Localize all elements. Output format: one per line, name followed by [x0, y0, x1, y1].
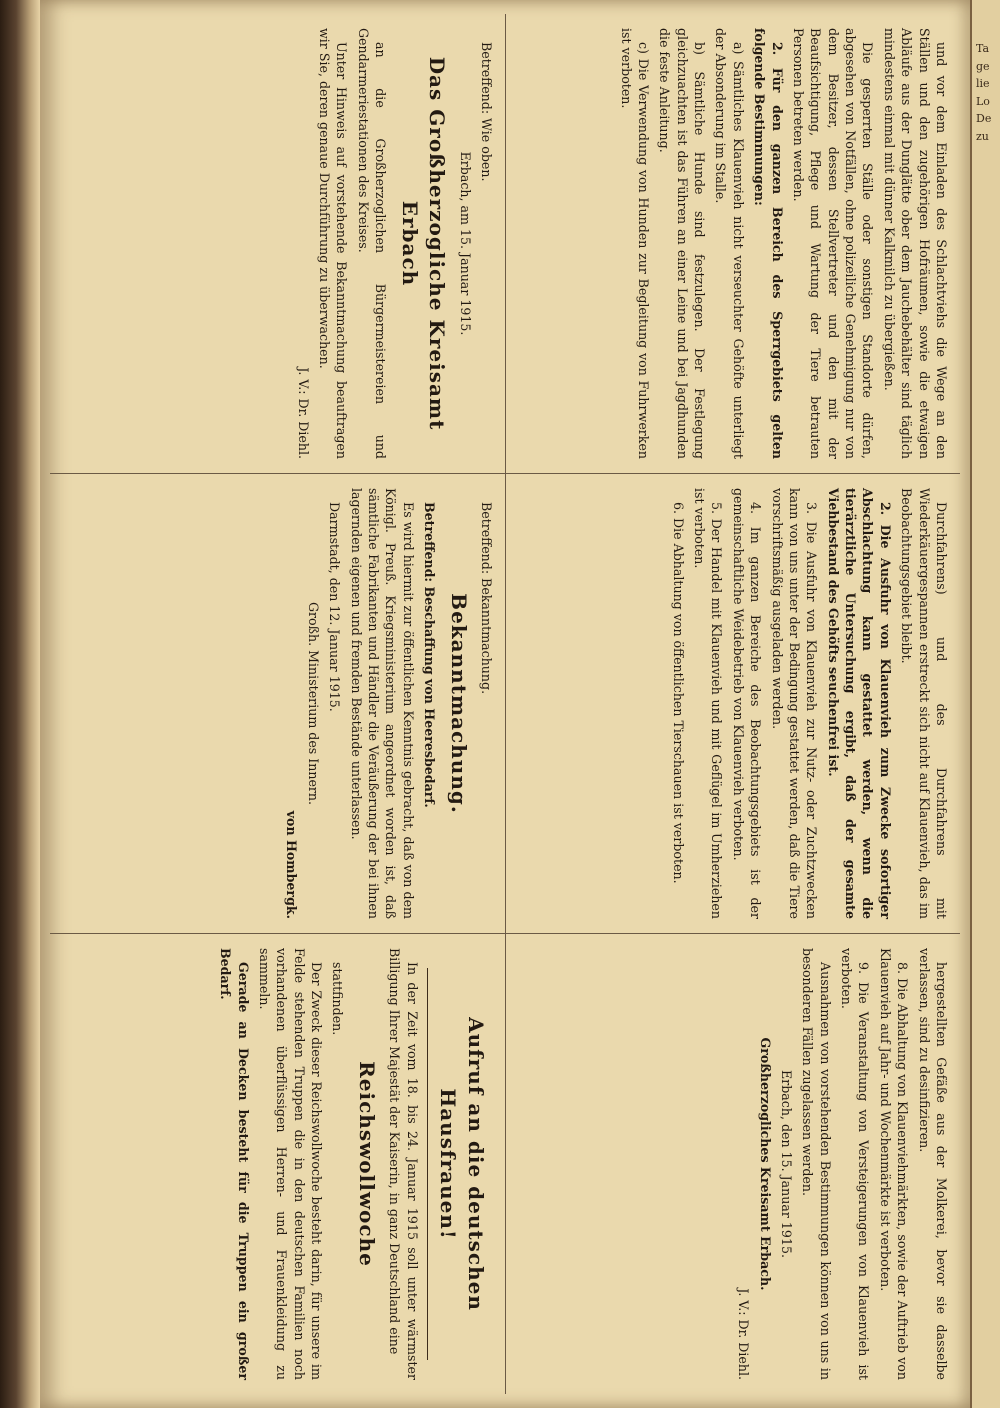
column-4 — [50, 14, 505, 474]
column-6 — [50, 934, 505, 1394]
newspaper-page — [40, 0, 970, 1408]
col1-text: 2. Für den ganzen Bereich des Sperrgebiets gelten folgende Bestimmungen: — [752, 28, 785, 459]
col4-text: Betreffend: Wie oben. — [479, 42, 494, 182]
col6-text: Der Zweck dieser Reichswollwoche besteht darin, für unsere im Felde stehenden Truppen die in den deutschen Familien noch vorhandenen überflüssigen Herren- und Frauenkleidung zu sammeln. — [256, 948, 325, 1380]
col4-signature: J. V.: Dr. Diehl. — [295, 367, 311, 459]
adjacent-page-fragments — [976, 40, 998, 146]
fragment: Lo — [976, 94, 990, 108]
book-edge — [0, 0, 40, 1408]
fragment: zu — [976, 129, 989, 143]
col1-text: a) Sämtliches Klauenvieh nicht verseuchter Gehöfte unterliegt der Absonderung im Stalle. — [713, 28, 746, 459]
col3-place-date: Erbach, den 15. Januar 1915. — [779, 1070, 794, 1258]
column-3 — [505, 934, 960, 1394]
col6-text: stattfinden. — [330, 962, 346, 1036]
col4-text: an die Großherzoglichen Bürgermeistereien und Gendarmeriestationen des Kreises. — [355, 28, 389, 459]
col2-text: 5. Der Handel mit Klauenvieh und mit Geflügel im Umherziehen ist verboten. — [692, 488, 725, 919]
col5-signature: von Hombergk. — [284, 810, 300, 919]
column-1 — [505, 14, 960, 474]
col1-text: und vor dem Einladen des Schlachtviehs die Wege an den Ställen und den zugehörigen Hofräumen, sowie die etwaigen Abläufe aus der Dunglätte ober dem Jauchebehälter sind täglich mindestens einmal mit dünner Kalkmilch zu übergießen. — [881, 28, 949, 459]
fragment: De — [976, 112, 992, 126]
col5-office: Großh. Ministerium des Innern. — [305, 601, 321, 806]
col5-heading: Bekanntmachung. — [446, 593, 471, 814]
col4-heading: Das Großherzogliche Kreisamt Erbach — [397, 56, 450, 431]
col3-text: Ausnahmen von vorstehenden Bestimmungen können von uns in besonderen Fällen zugelassen werden. — [800, 948, 833, 1380]
col1-text: Die gesperrten Ställe oder sonstigen Standorte dürfen, abgesehen von Notfällen, ohne polizeiliche Genehmigung nur von dem Besitzer, dessen Stellvertreter und den mit der Beaufsichtigung, Pflege und Wartung der Tiere betrauten Personen betreten werden. — [791, 28, 876, 459]
divider — [427, 968, 428, 1360]
col3-text: 8. Die Abhaltung von Klauenviehmärkten, sowie der Auftrieb von Klauenvieh auf Jahr- und Wochenmärkte ist verboten. — [877, 948, 911, 1380]
col2-text: 4. Im ganzen Bereiche des Beobachtungsgebiets ist der gemeinschaftliche Weidebetrieb von Klauenvieh verboten. — [730, 488, 764, 919]
col3-office: Großherzogliches Kreisamt Erbach. — [757, 1037, 773, 1291]
col5-text: Betreffend: Bekanntmachung. — [479, 502, 494, 695]
col6-heading: Aufruf an die deutschen Hausfrauen! — [436, 1017, 488, 1311]
rotated-content — [50, 14, 960, 1394]
col3-signature: J. V.: Dr. Diehl. — [736, 1288, 752, 1380]
col4-date: Erbach, am 15. Januar 1915. — [457, 151, 473, 336]
col2-text: 6. Die Abhaltung von öffentlichen Tierschauen ist verboten. — [670, 502, 686, 884]
col1-text: b) Sämtliche Hunde sind festzulegen. Der Festlegung gleichzuachten ist das Führen an einer Leine und bei Jagdhunden die feste Anleitung. — [657, 28, 708, 459]
fragment: Ta — [976, 42, 990, 55]
col4-text: Unter Hinweis auf vorstehende Bekanntmachung beauftragen wir Sie, deren genaue Durchführung zu überwachen. — [316, 28, 350, 459]
col6-text: In der Zeit vom 18. bis 24. Januar 1915 soll unter wärmster Billigung Ihrer Majestät der Kaiserin, in ganz Deutschland eine — [387, 948, 420, 1380]
col3-text: 9. Die Veranstaltung von Versteigerungen von Klauenvieh ist verboten. — [839, 948, 872, 1380]
column-grid — [50, 14, 960, 1394]
col2-text: 3. Die Ausfuhr von Klauenvieh zur Nutz- oder Zuchtzwecken kann von uns unter der Bedingung gestattet werden, daß die Tiere vorschriftsmäßig ausgeladen werden. — [769, 488, 820, 919]
col3-text: hergestellten Gefäße aus der Molkerei, bevor sie dasselbe verlassen, sind zu desinfizieren. — [916, 948, 949, 1380]
fragment: ge — [976, 59, 990, 73]
col5-date: Darmstadt, den 12. Januar 1915. — [327, 502, 343, 712]
column-2 — [505, 474, 960, 934]
col5-text: Es wird hiermit zur öffentlichen Kenntnis gebracht, daß von dem Königl. Preuß. Kriegsministerium angeordnet worden ist, daß sämtliche Fabrikanten und Händler die Veräußerung der bei ihnen lagernden eigenen und fremden Bestände unterlassen. — [348, 488, 416, 919]
col2-text: Durchfahrens) und des Durchfahrens mit Wiederkäuergespannen erstreckt sich nicht auf Klauenvieh, das im Beobachtungsgebiet bleibt. — [899, 488, 949, 919]
fragment: lie — [976, 77, 990, 91]
adjacent-page-edge — [970, 0, 1000, 1408]
column-5 — [50, 474, 505, 934]
col6-text: Gerade an Decken besteht für die Truppen ein großer Bedarf. — [218, 948, 251, 1380]
col2-text: 2. Die Ausfuhr von Klauenvieh zum Zwecke sofortiger Abschlachtung kann gestattet werden, wenn die tierärztliche Untersuchung ergibt, daß der gesamte Viehbestand des Gehöfts seuchenfrei ist. — [825, 488, 893, 919]
col6-subheading: Reichswollwoche — [355, 1061, 380, 1267]
col1-text: c) Die Verwendung von Hunden zur Begleitung von Fuhrwerken ist verboten. — [618, 28, 651, 459]
col5-text: Betreffend: Beschaffung von Heeresbedarf. — [422, 502, 438, 808]
